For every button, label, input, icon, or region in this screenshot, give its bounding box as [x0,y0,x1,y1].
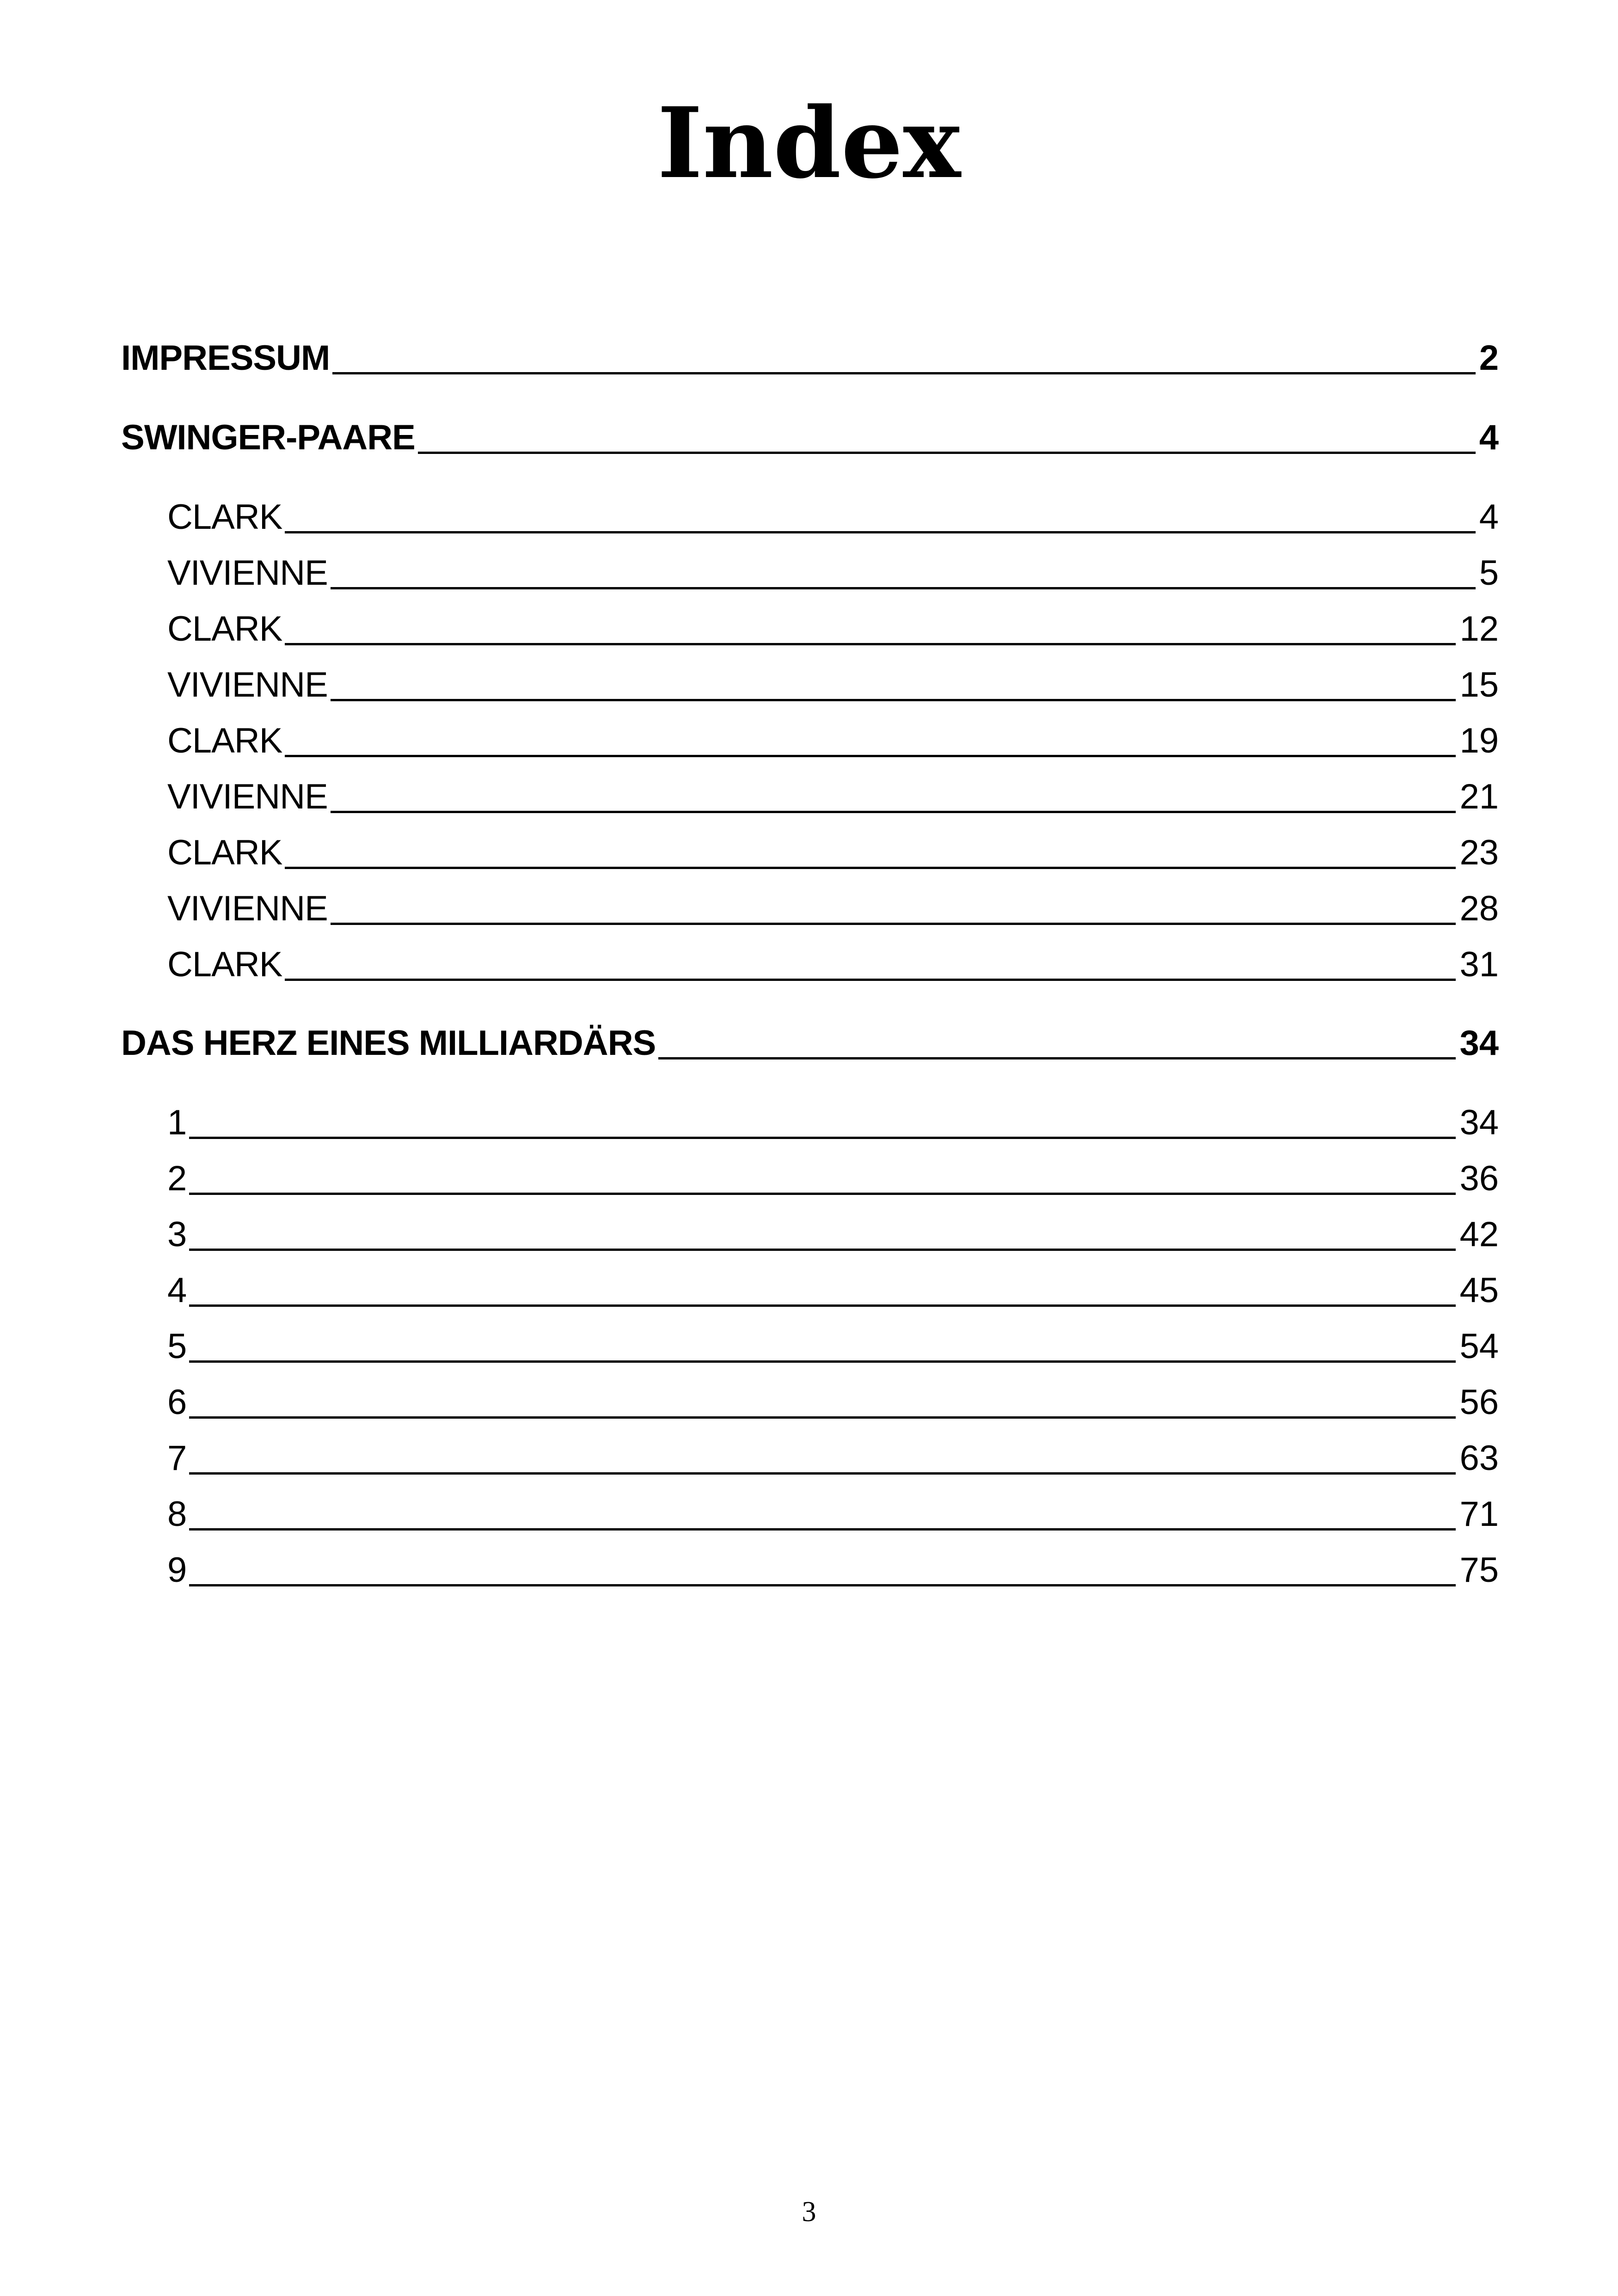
toc-entry-label: IMPRESSUM [121,338,330,378]
toc-leader-line [332,372,1475,374]
toc-leader-line [189,1584,1456,1586]
toc-entry-page: 23 [1459,833,1499,872]
toc-entry-label: 9 [167,1550,187,1590]
toc-entry-page: 54 [1459,1327,1499,1366]
toc-entry[interactable] [167,935,1499,986]
toc-entry-label: VIVIENNE [167,889,328,928]
toc-entry-label: CLARK [167,497,282,537]
toc-entry[interactable] [167,1540,1499,1591]
toc-entry-label: 8 [167,1494,187,1534]
toc-entry-page: 63 [1459,1439,1499,1478]
toc-entry[interactable] [167,823,1499,874]
toc-entry-label: 3 [167,1215,187,1254]
toc-entry-page: 4 [1479,418,1499,457]
toc-leader-line [658,1057,1456,1059]
toc-entry-label: CLARK [167,721,282,760]
toc-entry[interactable] [167,1093,1499,1144]
toc-entry[interactable] [167,1149,1499,1200]
toc-leader-line [189,1137,1456,1139]
toc-entry-page: 56 [1459,1383,1499,1422]
toc-leader-line [331,699,1456,701]
toc-entry[interactable] [167,487,1499,538]
toc-leader-line [285,643,1456,645]
toc-entry[interactable] [167,1428,1499,1479]
toc-entry-page: 45 [1459,1271,1499,1310]
toc-entry[interactable] [167,543,1499,594]
toc-leader-line [331,587,1476,589]
toc-entry-page: 71 [1459,1494,1499,1534]
toc-leader-line [189,1528,1456,1531]
toc-entry[interactable] [121,408,1499,459]
toc-entry[interactable] [167,1261,1499,1311]
page-title: Index [657,86,961,200]
toc-entry[interactable] [167,767,1499,818]
toc-leader-line [189,1472,1456,1475]
toc-entry[interactable] [167,1372,1499,1423]
toc-entry-page: 12 [1459,609,1499,649]
toc-entry-label: 1 [167,1103,187,1142]
toc-entry-label: 7 [167,1439,187,1478]
toc-leader-line [189,1304,1456,1307]
toc-entry[interactable] [167,1205,1499,1255]
toc-entry[interactable] [121,1013,1499,1064]
toc-entry-page: 34 [1459,1103,1499,1142]
toc-entry-page: 19 [1459,721,1499,760]
toc-leader-line [418,452,1476,454]
toc-entry-label: 5 [167,1327,187,1366]
toc-entry-label: CLARK [167,609,282,649]
toc-entry-label: 4 [167,1271,187,1310]
toc-entry-page: 4 [1479,497,1499,537]
toc-entry[interactable] [121,328,1499,379]
toc-entry-label: VIVIENNE [167,553,328,593]
toc-leader-line [331,811,1456,813]
toc-entry[interactable] [167,711,1499,762]
toc-entry-page: 15 [1459,665,1499,704]
toc-leader-line [285,867,1456,869]
toc-entry[interactable] [167,1484,1499,1535]
toc-entry-page: 28 [1459,889,1499,928]
toc-entry-label: CLARK [167,833,282,872]
toc-entry-page: 75 [1459,1550,1499,1590]
toc-leader-line [285,755,1456,757]
toc-entry-page: 5 [1479,553,1499,593]
toc-entry-label: 2 [167,1159,187,1198]
toc-entry-label: CLARK [167,945,282,984]
toc-entry-label: VIVIENNE [167,777,328,816]
toc-leader-line [189,1249,1456,1251]
toc-entry-label: 6 [167,1383,187,1422]
toc-leader-line [285,531,1475,533]
toc-entry[interactable] [167,1316,1499,1367]
toc-leader-line [189,1416,1456,1419]
toc-entry-page: 42 [1459,1215,1499,1254]
toc-leader-line [189,1360,1456,1363]
toc-entry[interactable] [167,599,1499,650]
toc-entry[interactable] [167,879,1499,930]
toc-entry[interactable] [167,655,1499,706]
toc-entry-page: 31 [1459,945,1499,984]
toc-leader-line [331,923,1456,925]
page-number: 3 [802,2196,816,2228]
toc-entry-label: SWINGER-PAARE [121,418,415,457]
toc-leader-line [189,1193,1456,1195]
toc-leader-line [285,979,1456,981]
toc-entry-page: 2 [1479,338,1499,378]
toc-entry-label: VIVIENNE [167,665,328,704]
toc-entry-page: 34 [1459,1023,1499,1063]
toc-entry-page: 21 [1459,777,1499,816]
toc-entry-label: DAS HERZ EINES MILLIARDÄRS [121,1023,656,1063]
toc-entry-page: 36 [1459,1159,1499,1198]
